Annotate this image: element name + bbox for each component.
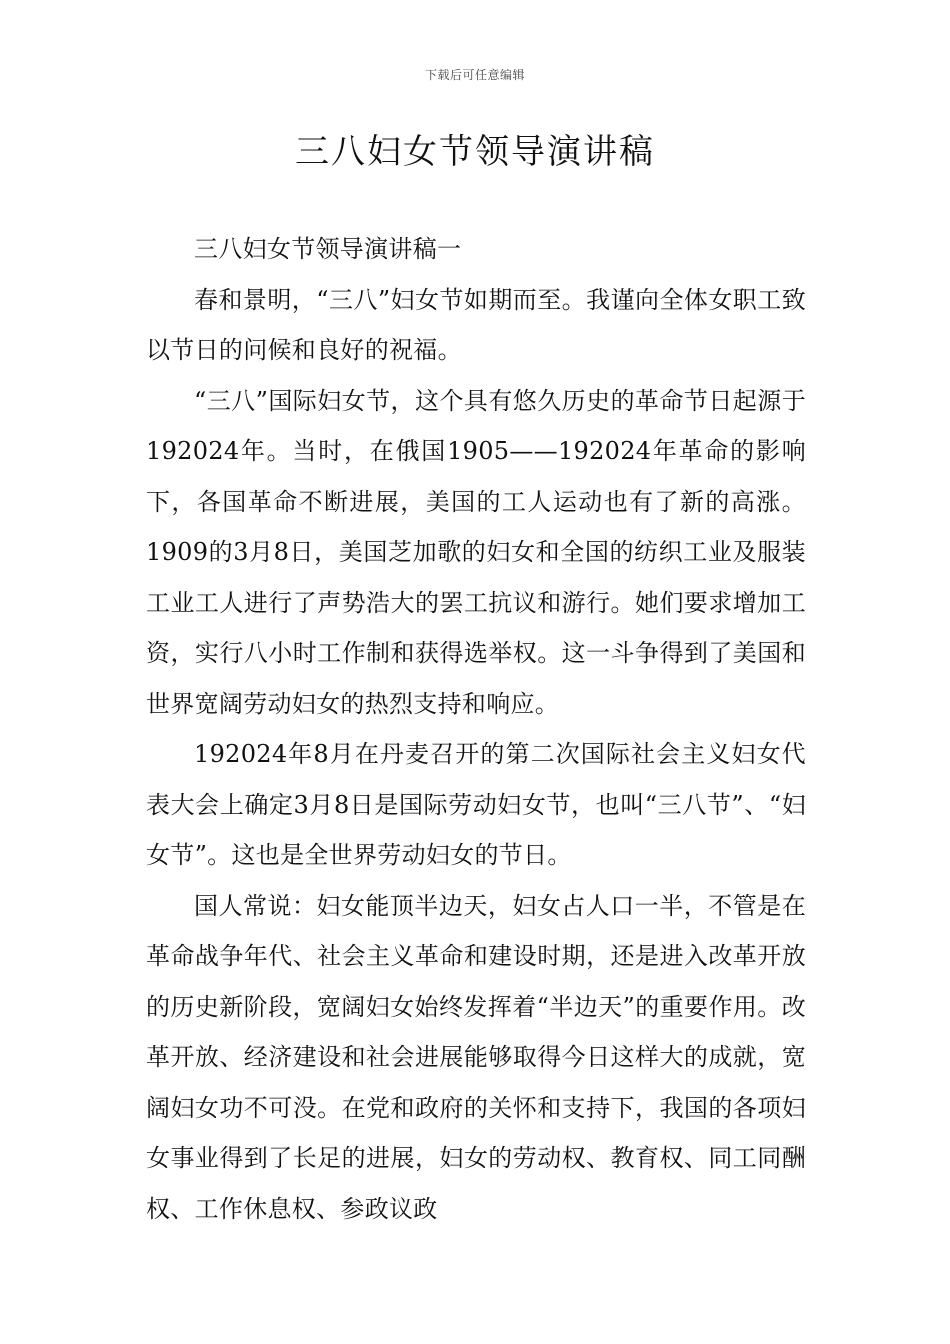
- section-subheading: 三八妇女节领导演讲稿一: [194, 235, 462, 263]
- paragraph-greeting: 春和景明，“三八”妇女节如期而至。我谨向全体女职工致以节日的问候和良好的祝福。: [146, 285, 806, 364]
- header-note: 下载后可任意编辑: [424, 68, 525, 82]
- paragraph-origin: “三八”国际妇女节，这个具有悠久历史的革命节日起源于192024年。当时，在俄国1905——192024年革命的影响下，各国革命不断进展，美国的工人运动也有了新的高涨。1909的3月8日，美国芝加歌的妇女和全国的纺织工业及服装工业工人进行了声势浩大的罢工抗议和游行。她们要求增加工资，实行八小时工作制和获得选举权。这一斗争得到了美国和世界宽阔劳动妇女的热烈支持和响应。: [146, 386, 806, 718]
- paragraph-congress: 192024年8月在丹麦召开的第二次国际社会主义妇女代表大会上确定3月8日是国际劳动妇女节，也叫“三八节”、“妇女节”。这也是全世界劳动妇女的节日。: [146, 740, 806, 869]
- paragraph-half-sky: 国人常说：妇女能顶半边天，妇女占人口一半，不管是在革命战争年代、社会主义革命和建设时期，还是进入改革开放的历史新阶段，宽阔妇女始终发挥着“半边天”的重要作用。改革开放、经济建设和社会进展能够取得今日这样大的成就，宽阔妇女功不可没。在党和政府的关怀和支持下，我国的各项妇女事业得到了长足的进展，妇女的劳动权、教育权、同工同酬权、工作休息权、参政议政: [146, 891, 806, 1223]
- document-body: [146, 224, 806, 1234]
- document-title: 三八妇女节领导演讲稿: [295, 132, 655, 172]
